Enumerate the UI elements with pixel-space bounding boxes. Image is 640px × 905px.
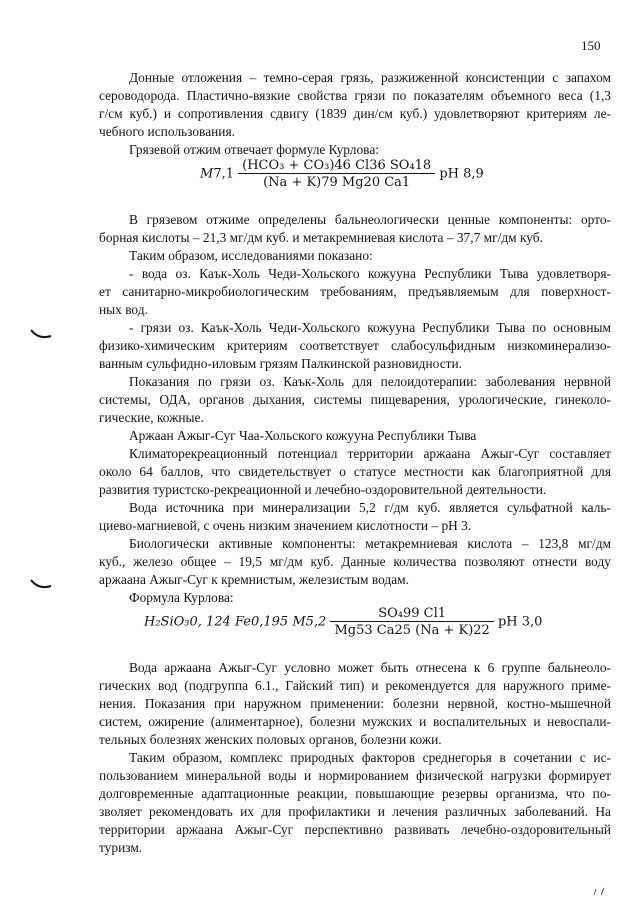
formula-prefix-value: 7,1 bbox=[213, 166, 234, 182]
text-line: Таким образом, комплекс природных факторов среднегорья в сочетании с ис- bbox=[129, 750, 611, 765]
kurlov-formula-water bbox=[144, 606, 542, 638]
formula-prefix: M bbox=[200, 166, 214, 182]
text-line: гические, кожные. bbox=[99, 410, 204, 425]
formula-denominator: Mg53 Ca25 (Na + K)22 bbox=[330, 621, 493, 638]
text-line: развития туристско-рекреационной и лечебно-оздоровительной деятельности. bbox=[99, 482, 547, 497]
text-line: аржаана Ажыг-Суг к кремнистым, железистым водам. bbox=[99, 572, 409, 587]
formula-ph: pH 3,0 bbox=[497, 614, 543, 630]
text-line: г/см куб.) и сопротивления сдвигу (1839 дин/см куб.) удовлетворяют критериям ле- bbox=[99, 106, 611, 121]
text-line: - вода оз. Каък-Холь Чеди-Хольского кожууна Республики Тыва удовлетворя- bbox=[129, 266, 611, 281]
page-number: 150 bbox=[581, 38, 601, 53]
text-line: зволяет рекомендовать их для профилактики и лечения различных заболеваний. На bbox=[99, 804, 611, 819]
text-line: Биологически активные компоненты: метакремниевая кислота – 123,8 мг/дм bbox=[129, 536, 611, 551]
kurlov-formula-mud bbox=[200, 158, 484, 190]
text-line: гических вод (подгруппа 6.1., Гайский тип) и рекомендуется для наружного приме- bbox=[99, 678, 611, 693]
text-line: тельных болезнях женских половых органов, болезни кожи. bbox=[99, 732, 442, 747]
text-line: ет санитарно-микробиологическим требованиям, предъявляемым для поверхност- bbox=[99, 284, 611, 299]
text-line: физико-химическим критериям соответствует слабосульфидным низкоминерализо- bbox=[99, 338, 611, 353]
margin-pen-mark bbox=[29, 576, 53, 592]
text-line: сероводорода. Пластично-вязкие свойства грязи по показателям объемного веса (1,3 bbox=[99, 88, 611, 103]
formula-ph: pH 8,9 bbox=[439, 166, 484, 182]
section-heading: Аржаан Ажыг-Суг Чаа-Хольского кожууна Республики Тыва bbox=[129, 428, 477, 443]
text-line: Показания по грязи оз. Каък-Холь для пелоидотерапии: заболевания нервной bbox=[129, 374, 611, 389]
text-line: чебного использования. bbox=[99, 124, 235, 139]
text-line: ванным сульфидно-иловым грязям Палкинской разновидности. bbox=[99, 356, 463, 371]
text-line: системы, ОДА, органов дыхания, системы пищеварения, урологические, гинеколо- bbox=[99, 392, 611, 407]
text-line: Таким образом, исследованиями показано: bbox=[129, 248, 373, 263]
text-line: нения. Показания при наружном применении: болезни нервной, костно-мышечной bbox=[99, 696, 611, 711]
text-line: около 64 баллов, что свидетельствует о статусе местности как благоприятной для bbox=[99, 464, 611, 479]
formula-prefix: H₂SiO₃0, 124 Fe0,195 M5,2 bbox=[144, 614, 327, 630]
text-line: Формула Курлова: bbox=[129, 590, 234, 605]
formula-numerator: SO₄99 Cl1 bbox=[378, 606, 447, 621]
text-line: куб., железо общее – 19,5 мг/дм куб. Данные количества позволяют отнести воду bbox=[99, 554, 611, 569]
text-line: территории аржаана Ажыг-Суг перспективно развивать лечебно-оздоровительный bbox=[99, 822, 611, 837]
formula-numerator: (HCO₃ + CO₃)46 Cl36 SO₄18 bbox=[242, 158, 432, 173]
text-line: В грязевом отжиме определены бальнеологически ценные компоненты: орто- bbox=[129, 212, 611, 227]
text-line: борная кислоты – 21,3 мг/дм куб. и метакремниевая кислота – 37,7 мг/дм куб. bbox=[99, 230, 543, 245]
text-line: систем, ожирение (алиментарное), болезни мужских и воспалительных и невоспали- bbox=[99, 714, 611, 729]
text-line: туризм. bbox=[99, 840, 143, 855]
formula-denominator: (Na + K)79 Mg20 Ca1 bbox=[238, 173, 435, 190]
text-line: Вода аржаана Ажыг-Суг условно может быть отнесена к 6 группе бальнеоло- bbox=[129, 660, 611, 675]
text-line: пользованием минеральной воды и нормированием физической нагрузки формирует bbox=[99, 768, 611, 783]
scan-artifact-mark bbox=[592, 885, 610, 897]
text-line: Донные отложения – темно-серая грязь, разжиженной консистенции с запахом bbox=[129, 70, 611, 85]
text-line: ных вод. bbox=[99, 302, 148, 317]
text-line: Климаторекреационный потенциал территории аржаана Ажыг-Суг составляет bbox=[129, 446, 611, 461]
formula-fraction bbox=[330, 606, 493, 638]
text-line: циево-магниевой, с очень низким значением кислотности – pH 3. bbox=[99, 518, 472, 533]
text-line: Вода источника при минерализации 5,2 г/дм куб. является сульфатной каль- bbox=[129, 500, 611, 515]
margin-pen-mark bbox=[29, 326, 53, 342]
text-line: долговременные адаптационные реакции, повышающие резервы организма, что по- bbox=[99, 786, 611, 801]
formula-fraction bbox=[238, 158, 435, 190]
text-line: - грязи оз. Каък-Холь Чеди-Хольского кожууна Республики Тыва по основным bbox=[129, 320, 611, 335]
text-line: Грязевой отжим отвечает формуле Курлова: bbox=[129, 142, 379, 157]
